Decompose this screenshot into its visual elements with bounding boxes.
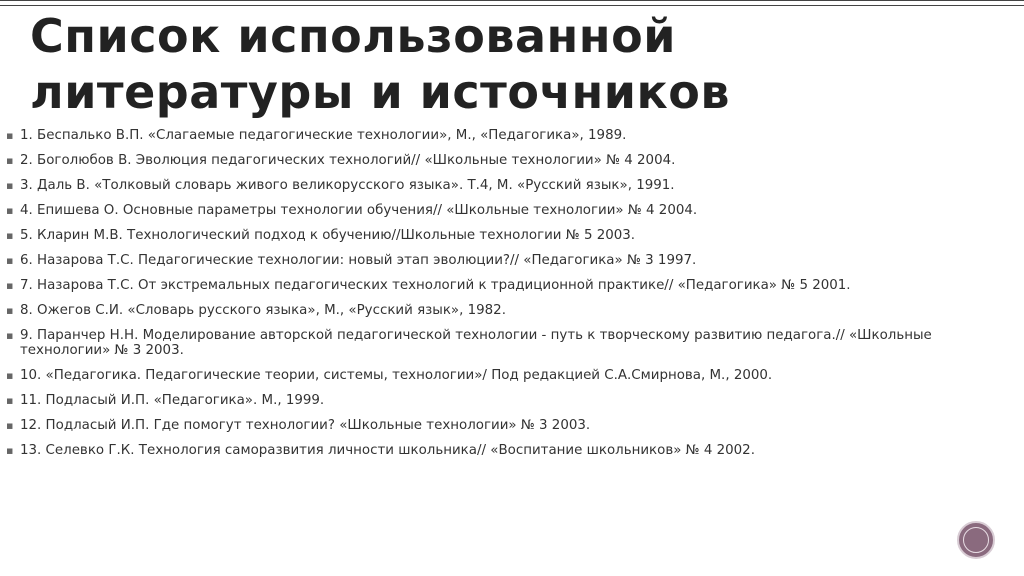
bullet-icon: ▪ — [6, 204, 14, 217]
reference-item — [6, 203, 936, 218]
reference-item — [6, 253, 936, 268]
top-border-line — [0, 0, 1024, 6]
reference-item — [6, 153, 936, 168]
bullet-icon: ▪ — [6, 369, 14, 382]
reference-text: 3. Даль В. «Толковый словарь живого великорусского языка». Т.4, М. «Русский язык», 1991. — [20, 178, 675, 193]
bullet-icon: ▪ — [6, 254, 14, 267]
bullet-icon: ▪ — [6, 229, 14, 242]
bullet-icon: ▪ — [6, 129, 14, 142]
reference-text: 11. Подласый И.П. «Педагогика». М., 1999. — [20, 393, 325, 408]
bullet-icon: ▪ — [6, 179, 14, 192]
reference-item — [6, 393, 936, 408]
reference-text: 13. Селевко Г.К. Технология саморазвития личности школьника// «Воспитание школьников» № 4 2002. — [20, 443, 755, 458]
reference-text: 5. Кларин М.В. Технологический подход к обучению//Школьные технологии № 5 2003. — [20, 228, 636, 243]
bullet-icon: ▪ — [6, 154, 14, 167]
reference-item — [6, 418, 936, 433]
slide-title: Список использованной литературы и источников — [30, 9, 730, 119]
reference-text: 1. Беспалько В.П. «Слагаемые педагогические технологии», М., «Педагогика», 1989. — [20, 128, 627, 143]
reference-text: 2. Боголюбов В. Эволюция педагогических технологий// «Школьные технологии» № 4 2004. — [20, 153, 676, 168]
reference-item — [6, 278, 936, 293]
reference-item — [6, 128, 936, 143]
reference-text: 12. Подласый И.П. Где помогут технологии? «Школьные технологии» № 3 2003. — [20, 418, 591, 433]
reference-text: 4. Епишева О. Основные параметры технологии обучения// «Школьные технологии» № 4 2004. — [20, 203, 698, 218]
reference-text: 9. Паранчер Н.Н. Моделирование авторской педагогической технологии - путь к творческому развитию педагога.// «Школьные технологии» № 3 2003. — [20, 328, 932, 358]
bullet-icon: ▪ — [6, 394, 14, 407]
presentation-logo-icon — [957, 521, 995, 559]
reference-item — [6, 368, 936, 383]
reference-text: 6. Назарова Т.С. Педагогические технологии: новый этап эволюции?// «Педагогика» № 3 1997. — [20, 253, 697, 268]
bullet-icon: ▪ — [6, 279, 14, 292]
reference-text: 8. Ожегов С.И. «Словарь русского языка», М., «Русский язык», 1982. — [20, 303, 506, 318]
bullet-icon: ▪ — [6, 304, 14, 317]
reference-item — [6, 328, 936, 358]
reference-item — [6, 443, 936, 458]
bullet-icon: ▪ — [6, 444, 14, 457]
reference-item — [6, 228, 936, 243]
bullet-icon: ▪ — [6, 329, 14, 342]
reference-text: 10. «Педагогика. Педагогические теории, системы, технологии»/ Под редакцией С.А.Смирнова, М., 2000. — [20, 368, 773, 383]
reference-text: 7. Назарова Т.С. От экстремальных педагогических технологий к традиционной практике// «Педагогика» № 5 2001. — [20, 278, 851, 293]
reference-item — [6, 178, 936, 193]
bullet-icon: ▪ — [6, 419, 14, 432]
reference-list — [6, 128, 936, 468]
reference-item — [6, 303, 936, 318]
